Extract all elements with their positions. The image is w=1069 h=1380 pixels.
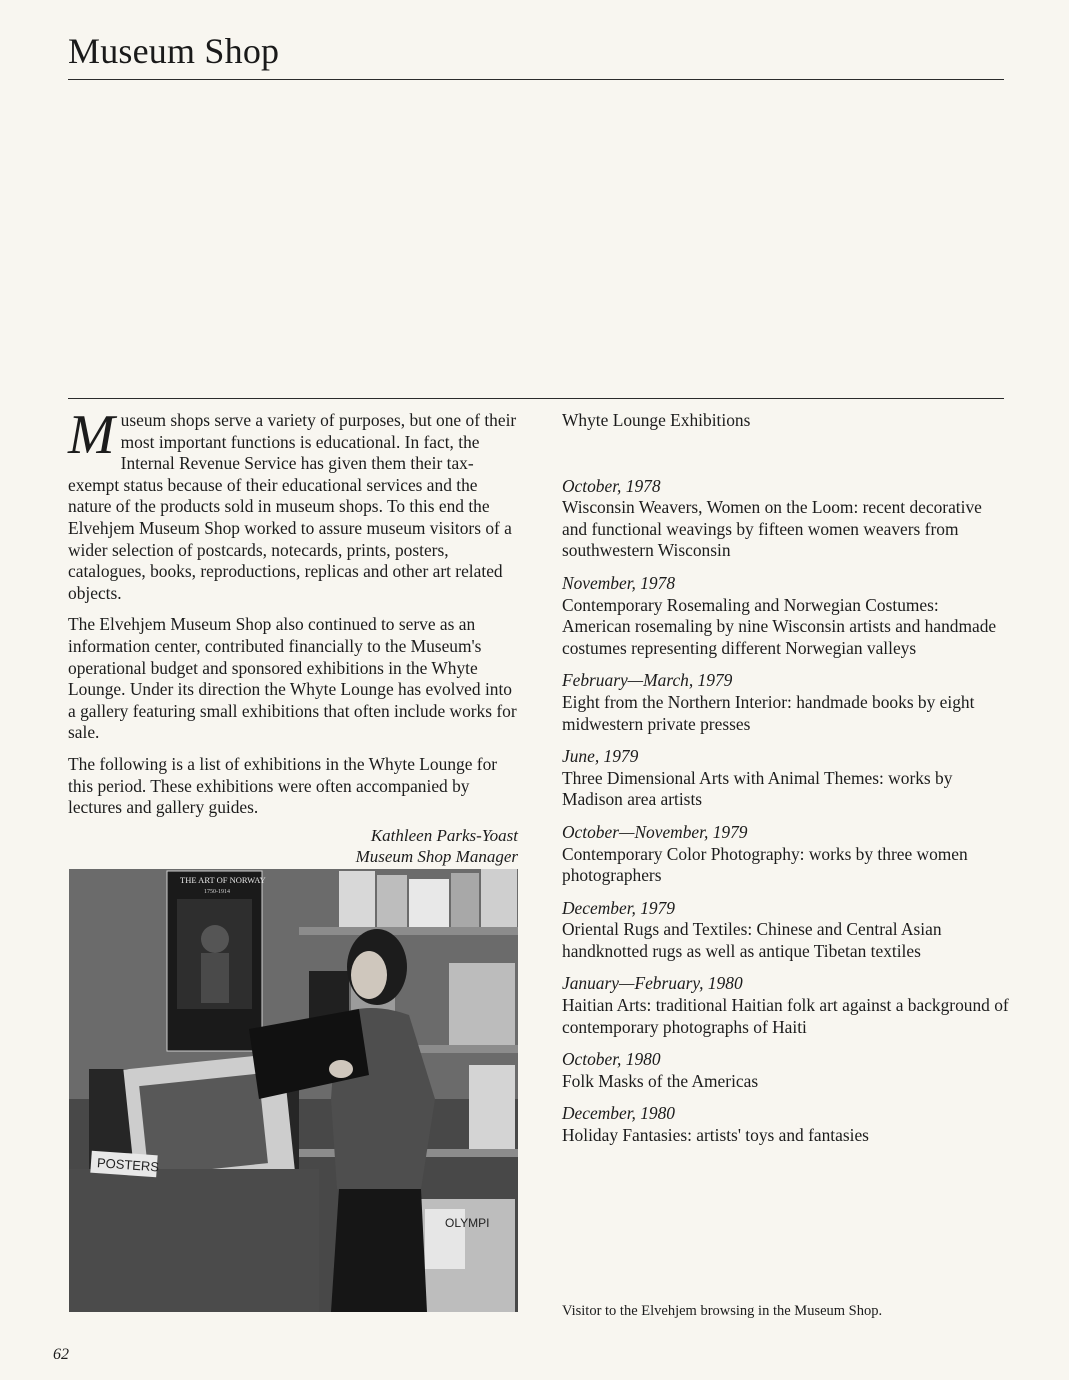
page-number: 62	[53, 1346, 69, 1363]
exhibition-list	[562, 476, 1010, 1147]
section-rule	[68, 398, 1004, 399]
drop-cap: M	[68, 404, 115, 466]
exhibition-item	[562, 573, 1010, 659]
exhibition-description: Contemporary Color Photography: works by three women photographers	[562, 843, 968, 886]
intro-column	[68, 404, 518, 867]
exhibition-date: January—February, 1980	[562, 973, 743, 994]
signature-role: Museum Shop Manager	[355, 846, 518, 866]
page-title: Museum Shop	[68, 31, 280, 71]
exhibition-description: Contemporary Rosemaling and Norwegian Costumes: American rosemaling by nine Wisconsin artists and handmade costumes representing different Norwegian valleys	[562, 594, 997, 658]
exhibition-date: October, 1980	[562, 1049, 661, 1070]
norway-poster	[167, 871, 266, 1051]
exhibition-item	[562, 670, 1010, 735]
intro-paragraph-2: The Elvehjem Museum Shop also continued to serve as an information center, contributed financially to the Museum's operational budget and sponsored exhibitions in the Whyte Lounge. Under its direction the Whyte Lounge has evolved into a gallery featuring small exhibitions that often include works for sale.	[68, 614, 517, 743]
exhibition-description: Holiday Fantasies: artists' toys and fantasies	[562, 1125, 869, 1146]
exhibition-item	[562, 973, 1010, 1038]
exhibition-description: Eight from the Northern Interior: handmade books by eight midwestern private presses	[562, 691, 975, 734]
exhibition-description: Wisconsin Weavers, Women on the Loom: recent decorative and functional weavings by fifteen women weavers from southwestern Wisconsin	[562, 497, 982, 561]
poster-years: 1750-1914	[204, 889, 230, 895]
exhibition-description: Oriental Rugs and Textiles: Chinese and Central Asian handknotted rugs as well as antique Tibetan textiles	[562, 919, 942, 961]
poster-title: THE ART OF NORWAY	[180, 875, 266, 885]
exhibition-date: November, 1978	[562, 572, 676, 593]
museum-shop-photo	[69, 869, 518, 1312]
exhibition-date: December, 1980	[562, 1103, 676, 1124]
exhibition-item	[562, 1049, 1010, 1092]
exhibition-description: Haitian Arts: traditional Haitian folk art against a background of contemporary photographs of Haiti	[562, 995, 1009, 1037]
exhibition-date: December, 1979	[562, 897, 676, 918]
intro-paragraph-3: The following is a list of exhibitions in the Whyte Lounge for this period. These exhibitions were often accompanied by lectures and gallery guides.	[68, 753, 498, 818]
exhibitions-heading: Whyte Lounge Exhibitions	[562, 410, 751, 430]
exhibition-date: February—March, 1979	[562, 670, 733, 691]
exhibition-date: June, 1979	[562, 746, 639, 767]
exhibition-description: Folk Masks of the Americas	[562, 1070, 759, 1091]
signature	[68, 825, 518, 867]
exhibition-item	[562, 822, 1010, 887]
exhibition-item	[562, 898, 1010, 963]
intro-paragraph-1-text: useum shops serve a variety of purposes, but one of their most important functions is educational. In fact, the Internal Revenue Service has given them their tax-exempt status because of their educational services and the nature of the products sold in museum shops. To this end the Elvehjem Museum Shop worked to assure museum visitors of a wider selection of postcards, notecards, prints, posters, catalogues, books, reproductions, replicas and other art related objects.	[68, 410, 517, 603]
exhibition-date: October—November, 1979	[562, 821, 748, 842]
intro-paragraph-1	[68, 404, 518, 604]
exhibitions-column	[562, 410, 1010, 1158]
exhibition-description: Three Dimensional Arts with Animal Themes: works by Madison area artists	[562, 767, 953, 810]
exhibition-date: October, 1978	[562, 475, 661, 496]
exhibition-item	[562, 1103, 1010, 1146]
photo-caption: Visitor to the Elvehjem browsing in the Museum Shop.	[562, 1303, 883, 1319]
exhibition-item	[562, 476, 1010, 562]
header-rule	[68, 79, 1004, 80]
exhibition-item	[562, 746, 1010, 811]
posters-bin-label: POSTERS	[96, 1155, 160, 1175]
signature-name: Kathleen Parks-Yoast	[370, 825, 518, 845]
olympic-book-label: OLYMPI	[445, 1216, 490, 1230]
